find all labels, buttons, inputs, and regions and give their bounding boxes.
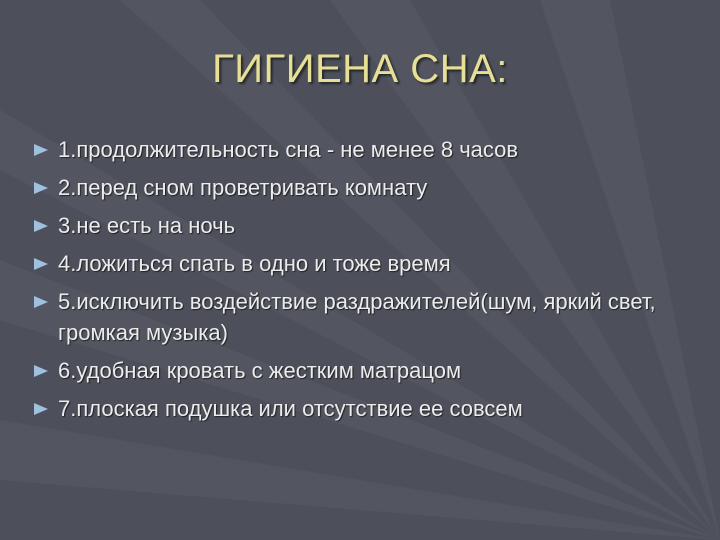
triangle-bullet-icon	[34, 248, 58, 279]
list-item-text: 2.перед сном проветривать комнату	[58, 175, 428, 200]
bullet-list	[34, 134, 694, 431]
slide-title: ГИГИЕНА СНА:	[212, 47, 508, 91]
list-item	[34, 355, 694, 386]
list-item-text: 1.продолжительность сна - не менее 8 часов	[58, 137, 519, 162]
triangle-bullet-icon	[34, 172, 58, 203]
list-item	[34, 134, 694, 165]
list-item	[34, 286, 694, 348]
list-item	[34, 248, 694, 279]
list-item	[34, 172, 694, 203]
triangle-bullet-icon	[34, 393, 58, 424]
triangle-bullet-icon	[34, 286, 58, 317]
list-item-text: 5.исключить воздействие раздражителей(шум, яркий свет, громкая музыка)	[58, 289, 656, 345]
list-item-text: 4.ложиться спать в одно и тоже время	[58, 251, 451, 276]
triangle-bullet-icon	[34, 134, 58, 165]
list-item-text: 3.не есть на ночь	[58, 213, 236, 238]
list-item	[34, 210, 694, 241]
list-item-text: 7.плоская подушка или отсутствие ее совсем	[58, 396, 523, 421]
list-item	[34, 393, 694, 424]
triangle-bullet-icon	[34, 210, 58, 241]
triangle-bullet-icon	[34, 355, 58, 386]
list-item-text: 6.удобная кровать с жестким матрацом	[58, 358, 462, 383]
